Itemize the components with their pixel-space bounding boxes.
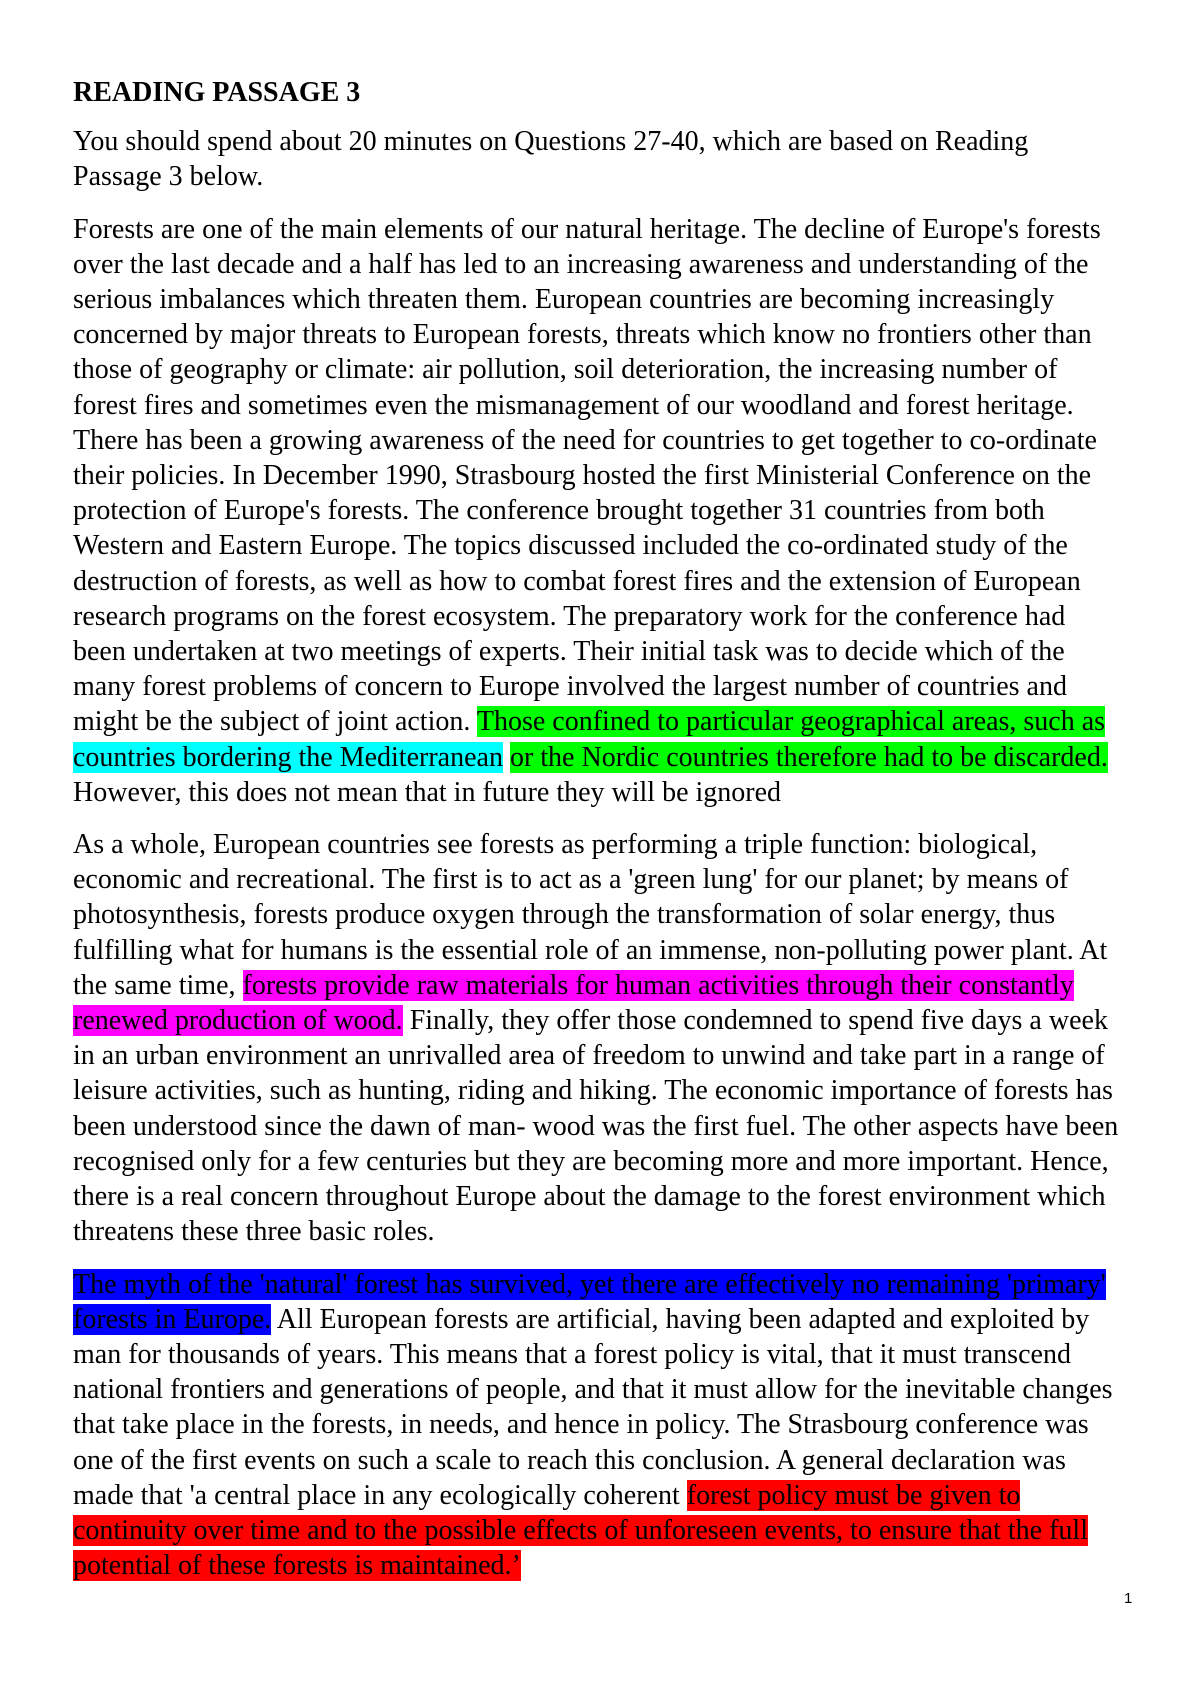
- text-line: [73, 352, 1173, 387]
- text-segment: protection of Europe's forests. The conference brought together 31 countries from both: [73, 495, 1045, 527]
- text-line: [73, 1372, 1173, 1407]
- text-line: [73, 1214, 1173, 1249]
- text-line: [73, 1179, 1173, 1214]
- highlighted-text: renewed production of wood.: [73, 1005, 403, 1037]
- passage-body: [73, 75, 1173, 1600]
- text-line: [73, 634, 1173, 669]
- text-segment: their policies. In December 1990, Strasbourg hosted the first Ministerial Conference on the: [73, 460, 1092, 492]
- text-line: [73, 740, 1173, 775]
- paragraph: [73, 212, 1173, 810]
- text-line: [73, 669, 1173, 704]
- text-segment: forest fires and sometimes even the mismanagement of our woodland and forest heritage.: [73, 389, 1074, 421]
- text-line: [73, 212, 1173, 247]
- text-line: [73, 493, 1173, 528]
- text-line: [73, 862, 1173, 897]
- text-segment: serious imbalances which threaten them. European countries are becoming increasingly: [73, 284, 1055, 316]
- text-line: [73, 388, 1173, 423]
- highlighted-text: forests provide raw materials for human activities through their constantly: [242, 969, 1074, 1001]
- text-segment: man for thousands of years. This means that a forest policy is vital, that it must transcend: [73, 1338, 1071, 1370]
- text-line: [73, 704, 1173, 739]
- text-segment: research programs on the forest ecosystem. The preparatory work for the conference had: [73, 600, 1066, 632]
- text-line: [73, 1038, 1173, 1073]
- text-segment: made that 'a central place in any ecologically coherent: [73, 1479, 687, 1511]
- text-line: [73, 827, 1173, 862]
- text-line: [73, 933, 1173, 968]
- text-line: [73, 423, 1173, 458]
- text-segment: economic and recreational. The first is to act as a 'green lung' for our planet; by means of: [73, 864, 1069, 896]
- text-segment: photosynthesis, forests produce oxygen through the transformation of solar energy, thus: [73, 899, 1056, 931]
- text-line: [73, 124, 1173, 159]
- text-segment: recognised only for a few centuries but they are becoming more and more important. Hence,: [73, 1145, 1109, 1177]
- text-line: [73, 1144, 1173, 1179]
- highlighted-text: Those confined to particular geographical areas, such as: [476, 706, 1106, 738]
- text-line: [73, 968, 1173, 1003]
- page-number: 1: [1124, 1590, 1133, 1607]
- text-segment: Passage 3 below.: [73, 161, 264, 193]
- paragraph: [73, 124, 1173, 194]
- text-line: [73, 247, 1173, 282]
- highlighted-text: forests in Europe.: [73, 1303, 272, 1335]
- text-segment: However, this does not mean that in future they will be ignored: [73, 776, 782, 808]
- text-line: [73, 282, 1173, 317]
- text-segment: [503, 742, 510, 773]
- text-line: [73, 1109, 1173, 1144]
- text-segment: threatens these three basic roles.: [73, 1216, 435, 1248]
- text-segment: in an urban environment an unrivalled area of freedom to unwind and take part in a range of: [73, 1040, 1105, 1072]
- paragraph: [73, 1267, 1173, 1584]
- highlighted-text: forest policy must be given to: [686, 1479, 1021, 1511]
- text-segment: There has been a growing awareness of the need for countries to get together to co-ordinate: [73, 424, 1097, 456]
- highlighted-text: The myth of the 'natural' forest has survived, yet there are effectively no remaining 'primary': [73, 1268, 1106, 1300]
- highlighted-text: continuity over time and to the possible effects of unforeseen events, to ensure that the full: [73, 1514, 1088, 1546]
- text-segment: As a whole, European countries see forests as performing a triple function: biological,: [73, 829, 1038, 861]
- text-line: [73, 1337, 1173, 1372]
- text-line: [73, 775, 1173, 810]
- text-line: [73, 1073, 1173, 1108]
- text-line: [73, 1003, 1173, 1038]
- text-line: [73, 159, 1173, 194]
- text-line: [73, 897, 1173, 932]
- text-line: [73, 1267, 1173, 1302]
- text-segment: over the last decade and a half has led to an increasing awareness and understanding of the: [73, 248, 1089, 280]
- text-line: [73, 564, 1173, 599]
- text-segment: concerned by major threats to European forests, threats which know no frontiers other than: [73, 319, 1092, 351]
- text-line: [73, 1478, 1173, 1513]
- text-line: [73, 599, 1173, 634]
- text-segment: national frontiers and generations of people, and that it must allow for the inevitable changes: [73, 1374, 1113, 1406]
- text-line: [73, 1407, 1173, 1442]
- paragraph: [73, 827, 1173, 1249]
- text-segment: been understood since the dawn of man- wood was the first fuel. The other aspects have been: [73, 1110, 1119, 1142]
- text-segment: Forests are one of the main elements of our natural heritage. The decline of Europe's forests: [73, 213, 1101, 245]
- text-segment: there is a real concern throughout Europe about the damage to the forest environment which: [73, 1181, 1106, 1213]
- text-segment: the same time,: [73, 969, 243, 1001]
- text-segment: many forest problems of concern to Europe involved the largest number of countries and: [73, 671, 1067, 703]
- highlighted-text: potential of these forests is maintained.’: [73, 1550, 521, 1582]
- text-line: [73, 528, 1173, 563]
- highlighted-text: countries bordering the Mediterranean: [73, 741, 503, 773]
- text-line: [73, 317, 1173, 352]
- text-segment: fulfilling what for humans is the essential role of an immense, non-polluting power plant. At: [73, 934, 1108, 966]
- text-segment: those of geography or climate: air pollution, soil deterioration, the increasing number of: [73, 354, 1058, 386]
- text-line: [73, 1513, 1173, 1548]
- text-segment: destruction of forests, as well as how to combat forest fires and the extension of European: [73, 565, 1081, 597]
- text-line: [73, 1302, 1173, 1337]
- text-segment: Western and Eastern Europe. The topics discussed included the co-ordinated study of the: [73, 530, 1068, 562]
- text-segment: might be the subject of joint action.: [73, 706, 477, 738]
- text-line: [73, 1443, 1173, 1478]
- text-segment: Finally, they offer those condemned to spend five days a week: [402, 1005, 1108, 1037]
- text-segment: You should spend about 20 minutes on Questions 27-40, which are based on Reading: [73, 126, 1029, 158]
- text-segment: been undertaken at two meetings of experts. Their initial task was to decide which of the: [73, 636, 1065, 668]
- text-segment: All European forests are artificial, having been adapted and exploited by: [271, 1303, 1090, 1335]
- text-line: [73, 458, 1173, 493]
- text-segment: that take place in the forests, in needs, and hence in policy. The Strasbourg conference was: [73, 1409, 1089, 1441]
- text-segment: leisure activities, such as hunting, riding and hiking. The economic importance of forests has: [73, 1075, 1113, 1107]
- highlighted-text: or the Nordic countries therefore had to be discarded.: [509, 741, 1108, 773]
- text-segment: one of the first events on such a scale to reach this conclusion. A general declaration was: [73, 1444, 1066, 1476]
- text-line: [73, 1548, 1173, 1583]
- page-title: READING PASSAGE 3: [73, 77, 361, 108]
